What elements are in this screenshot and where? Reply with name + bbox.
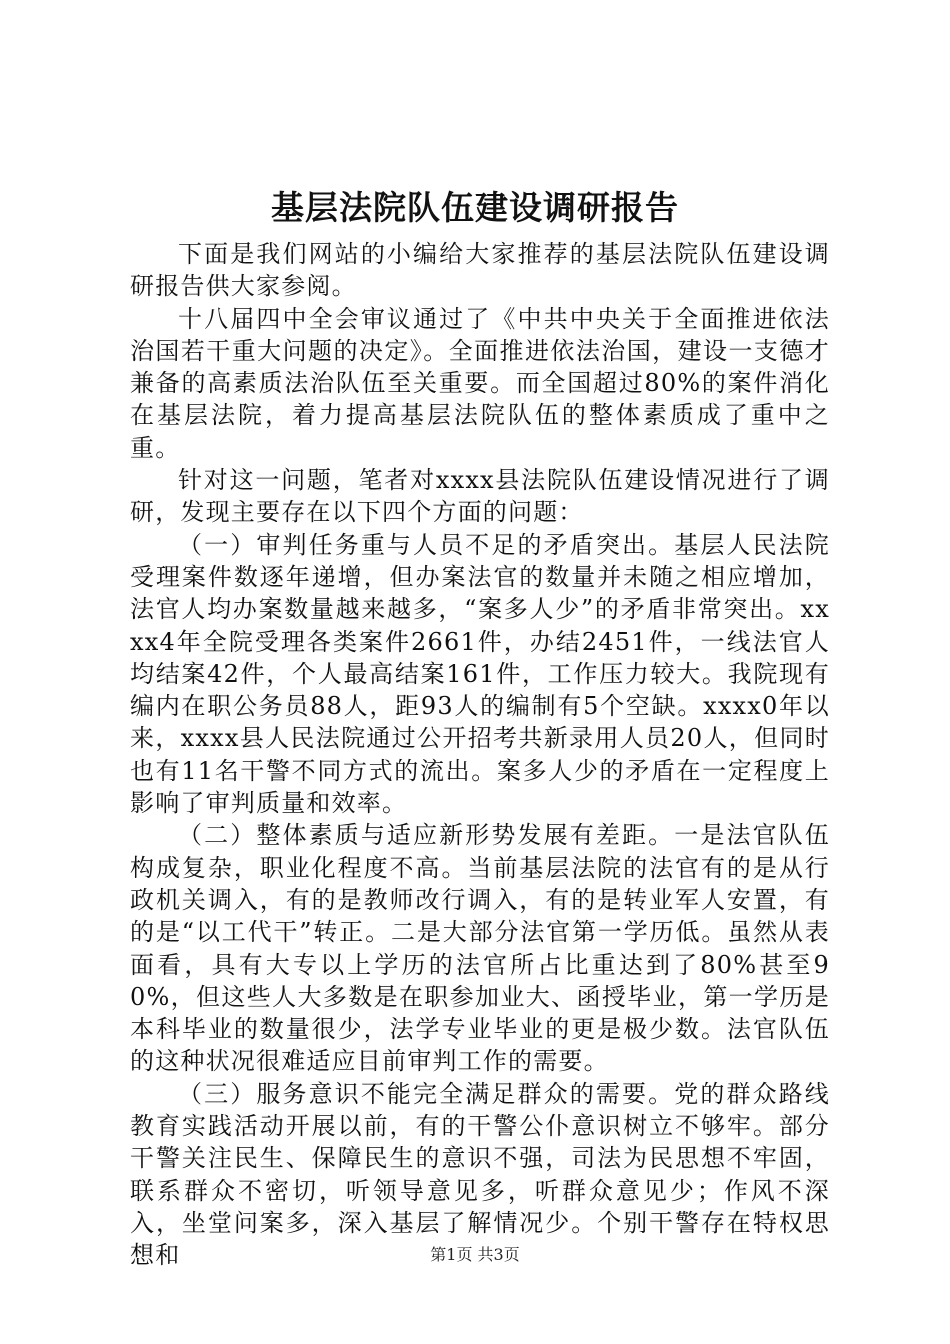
paragraph-intro: 下面是我们网站的小编给大家推荐的基层法院队伍建设调研报告供大家参阅。 <box>130 240 830 301</box>
page-number: 第1页 共3页 <box>430 1245 520 1264</box>
paragraph-background: 十八届四中全会审议通过了《中共中央关于全面推进依法治国若干重大问题的决定》。全面推进依法治国，建设一支德才兼备的高素质法治队伍至关重要。而全国超过80%的案件消化在基层法院，着力提高基层法院队伍的整体素质成了重中之重。 <box>130 304 830 462</box>
paragraph-issue-1: （一）审判任务重与人员不足的矛盾突出。基层人民法院受理案件数逐年递增，但办案法官的数量并未随之相应增加，法官人均办案数量越来越多，“案多人少”的矛盾非常突出。xxxx4年全院受理各类案件2661件，办结2451件，一线法官人均结案42件，个人最高结案161件，工作压力较大。我院现有编内在职公务员88人，距93人的编制有5个空缺。xxxx0年以来，xxxx县人民法院通过公开招考共新录用人员20人，但同时也有11名干警不同方式的流出。案多人少的矛盾在一定程度上影响了审判质量和效率。 <box>130 530 830 818</box>
document-body <box>130 238 830 1272</box>
document-title: 基层法院队伍建设调研报告 <box>271 188 679 227</box>
paragraph-issue-3: （三）服务意识不能完全满足群众的需要。党的群众路线教育实践活动开展以前，有的干警公仆意识树立不够牢。部分干警关注民生、保障民生的意识不强，司法为民思想不牢固，联系群众不密切，听领导意见多，听群众意见少；作风不深入，坐堂问案多，深入基层了解情况少。个别干警存在特权思想和 <box>130 1079 830 1270</box>
paragraph-issue-2: （二）整体素质与适应新形势发展有差距。一是法官队伍构成复杂，职业化程度不高。当前基层法院的法官有的是从行政机关调入，有的是教师改行调入，有的是转业军人安置，有的是“以工代干”转正。二是大部分法官第一学历低。虽然从表面看，具有大专以上学历的法官所占比重达到了80%甚至90%，但这些人大多数是在职参加业大、函授毕业，第一学历是本科毕业的数量很少，法学专业毕业的更是极少数。法官队伍的这种状况很难适应目前审判工作的需要。 <box>130 821 830 1076</box>
paragraph-survey: 针对这一问题，笔者对xxxx县法院队伍建设情况进行了调研，发现主要存在以下四个方面的问题： <box>130 466 830 527</box>
